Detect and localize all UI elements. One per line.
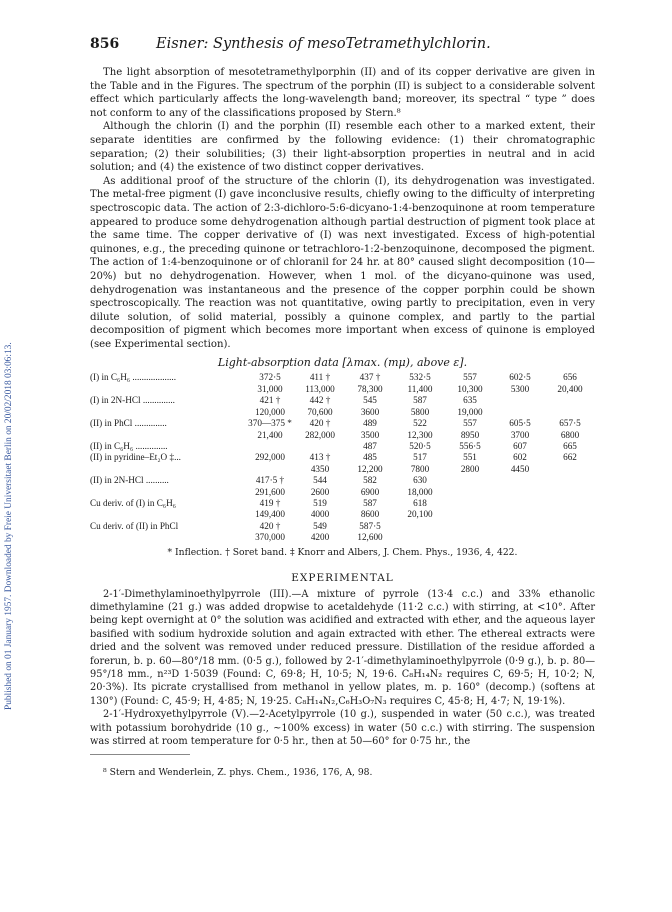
lambda-value: 630 bbox=[413, 475, 427, 486]
epsilon-value: 149,400 bbox=[255, 509, 285, 520]
cell bbox=[495, 498, 545, 521]
footnote: ⁸ Stern and Wenderlein, Z. phys. Chem., 1936, 176, A, 98. bbox=[103, 767, 373, 779]
download-notice-sidebar bbox=[2, 150, 18, 710]
epsilon-value: 113,000 bbox=[305, 383, 335, 394]
cell bbox=[395, 418, 445, 441]
epsilon-value: 2800 bbox=[460, 463, 480, 474]
lambda-value: 519 bbox=[313, 497, 327, 508]
cell bbox=[445, 395, 495, 418]
lambda-value: 545 bbox=[363, 395, 377, 406]
lambda-value: 411 † bbox=[309, 372, 331, 383]
cell bbox=[345, 521, 395, 544]
lambda-value: 442 † bbox=[309, 395, 331, 406]
epsilon-value: 12,300 bbox=[407, 429, 433, 440]
epsilon-value: 78,300 bbox=[357, 383, 383, 394]
table-row bbox=[90, 441, 595, 452]
table-row bbox=[90, 372, 595, 395]
cell bbox=[345, 452, 395, 475]
running-title: Eisner: Synthesis of mesoTetramethylchlorin. bbox=[156, 36, 491, 52]
cell bbox=[545, 521, 595, 544]
table-row bbox=[90, 521, 595, 544]
epsilon-value: 282,000 bbox=[305, 429, 335, 440]
cell bbox=[245, 418, 295, 441]
lambda-value: 557 bbox=[463, 372, 477, 383]
lambda-value: 419 † bbox=[259, 497, 281, 508]
cell bbox=[495, 452, 545, 475]
cell bbox=[245, 372, 295, 395]
epsilon-value: 20,400 bbox=[557, 383, 583, 394]
cell bbox=[345, 441, 395, 452]
epsilon-value: 11,400 bbox=[407, 383, 433, 394]
lambda-value: 657·5 bbox=[559, 418, 581, 429]
lambda-value: 370—375 * bbox=[248, 418, 292, 429]
cell bbox=[445, 475, 495, 498]
cell bbox=[445, 521, 495, 544]
lambda-value: 665 bbox=[563, 440, 577, 451]
epsilon-value: 19,000 bbox=[457, 406, 483, 417]
footnote-rule bbox=[90, 754, 190, 755]
cell bbox=[345, 395, 395, 418]
body-paragraph-3: As additional proof of the structure of the chlorin (I), its dehydrogenation was investigated. The metal-free pigment (I) gave inconclusive results, chiefly owing to the difficulty of interpreting spectroscopic data. The action of 2:3-dichloro-5:6-dicyano-1:4-benzoquinone at room temperature appeared to produce some dehydrogenation although partial destruction of pigment took place at the same time. The copper derivative of (I) was next investigated. Excess of high-potential quinones, e.g., the preceding quinone or tetrachloro-1:2-benzoquinone, decomposed the pigment. The action of 1:4-benzoquinone or of chloranil for 24 hr. at 80° caused slight decomposition (10—20%) but no dehydrogenation. However, when 1 mol. of the dicyano-quinone was used, dehydrogenation was instantaneous and the presence of the copper porphin could be shown spectroscopically. The reaction was not quantitative, owing partly to precipitation, even in very dilute solution, of solid material, possibly a quinone complex, and partly to the partial decomposition of pigment which becomes more important when excess of quinone is employed (see Experimental section). bbox=[90, 175, 595, 350]
body-paragraph-2: Although the chlorin (I) and the porphin (II) resemble each other to a marked extent, their separate identities are confirmed by the following evidence: (1) their chromatographic separation; (2) their solubilities; (3) their light-absorption properties in neutral and in acid solution; and (4) the existence of two distinct copper derivatives. bbox=[90, 121, 595, 174]
cell bbox=[345, 418, 395, 441]
row-label: Cu deriv. of (I) in C₆H₆ bbox=[90, 497, 176, 508]
row-label: (I) in C₆H₆ ................... bbox=[90, 372, 177, 383]
cell bbox=[245, 498, 295, 521]
table-row bbox=[90, 418, 595, 441]
lambda-value: 587 bbox=[363, 497, 377, 508]
cell bbox=[395, 395, 445, 418]
cell bbox=[445, 498, 495, 521]
page-header bbox=[90, 36, 595, 52]
table-row bbox=[90, 475, 595, 498]
lambda-value: 520·5 bbox=[409, 440, 431, 451]
lambda-value: 662 bbox=[563, 452, 577, 463]
epsilon-value: 4200 bbox=[310, 532, 330, 543]
epsilon-value: 7800 bbox=[410, 463, 430, 474]
cell bbox=[395, 475, 445, 498]
row-label: (II) in C₆H₆ .............. bbox=[90, 440, 168, 451]
table-row bbox=[90, 395, 595, 418]
cell bbox=[545, 441, 595, 452]
lambda-value: 437 † bbox=[359, 372, 381, 383]
download-notice-text: Published on 01 January 1957. Downloaded by Freie Universitaet Berlin on 20/02/2018 03:06:13. bbox=[4, 342, 14, 710]
cell bbox=[395, 441, 445, 452]
epsilon-value: 18,000 bbox=[407, 486, 433, 497]
epsilon-value: 5300 bbox=[510, 383, 530, 394]
cell bbox=[545, 418, 595, 441]
table-row bbox=[90, 452, 595, 475]
cell bbox=[545, 498, 595, 521]
lambda-value: 549 bbox=[313, 520, 327, 531]
epsilon-value: 12,600 bbox=[357, 532, 383, 543]
lambda-value: 522 bbox=[413, 418, 427, 429]
table-footnote: * Inflection. † Soret band. ‡ Knorr and Albers, J. Chem. Phys., 1936, 4, 422. bbox=[167, 546, 518, 558]
epsilon-value: 6900 bbox=[360, 486, 380, 497]
page-number: 856 bbox=[90, 36, 120, 52]
lambda-value: 485 bbox=[363, 452, 377, 463]
paper-page bbox=[90, 36, 595, 778]
cell bbox=[495, 475, 545, 498]
row-label: Cu deriv. of (II) in PhCl bbox=[90, 520, 179, 531]
table-row bbox=[90, 498, 595, 521]
row-label: (I) in 2N-HCl .............. bbox=[90, 395, 175, 406]
section-heading: EXPERIMENTAL bbox=[291, 571, 394, 584]
epsilon-value: 5800 bbox=[410, 406, 430, 417]
lambda-value: 551 bbox=[463, 452, 477, 463]
lambda-value: 417·5 † bbox=[255, 475, 285, 486]
lambda-value: 556·5 bbox=[459, 440, 481, 451]
cell bbox=[295, 475, 345, 498]
epsilon-value: 4350 bbox=[310, 463, 330, 474]
cell bbox=[295, 521, 345, 544]
epsilon-value: 12,200 bbox=[357, 463, 383, 474]
epsilon-value: 4000 bbox=[310, 509, 330, 520]
lambda-value: 602·5 bbox=[509, 372, 531, 383]
cell bbox=[545, 372, 595, 395]
cell bbox=[495, 441, 545, 452]
epsilon-value: 292,000 bbox=[255, 452, 285, 463]
lambda-value: 618 bbox=[413, 497, 427, 508]
lambda-value: 587 bbox=[413, 395, 427, 406]
epsilon-value: 291,600 bbox=[255, 486, 285, 497]
lambda-value: 372·5 bbox=[259, 372, 281, 383]
row-label: (II) in 2N-HCl .......... bbox=[90, 475, 169, 486]
lambda-value: 487 bbox=[363, 440, 377, 451]
lambda-value: 557 bbox=[463, 418, 477, 429]
experimental-paragraph-1: 2-1′-Dimethylaminoethylpyrrole (III).—A mixture of pyrrole (13·4 c.c.) and 33% ethanolic dimethylamine (21 g.) was added dropwise to acetaldehyde (11·2 c.c.) with stirring, at <10°. After being kept overnight at 0° the solution was acidified and extracted with ether, and the aqueous layer basified with sodium hydroxide solution and again extracted with ether. The ethereal extracts were dried and the solvent was removed under reduced pressure. Distillation of the residue afforded a forerun, b. p. 60—80°/18 mm. (0·5 g.), followed by 2-1′-dimethylaminoethylpyrrole (0·9 g.), b. p. 80—95°/18 mm., n²³D 1·5039 (Found: C, 69·8; H, 10·5; N, 19·6. C₈H₁₄N₂ requires C, 69·5; H, 10·2; N, 20·3%). Its picrate crystallised from methanol in yellow plates, m. p. 160° (decomp.) (softens at 130°) (Found: C, 45·9; H, 4·85; N, 19·25. C₈H₁₄N₂,C₆H₃O₇N₃ requires C, 45·8; H, 4·7; N, 19·1%). bbox=[90, 588, 595, 707]
epsilon-value: 10,300 bbox=[457, 383, 483, 394]
cell bbox=[295, 441, 345, 452]
cell bbox=[445, 452, 495, 475]
epsilon-value: 21,400 bbox=[257, 429, 283, 440]
lambda-value: 656 bbox=[563, 372, 577, 383]
row-label: (II) in PhCl .............. bbox=[90, 418, 167, 429]
cell bbox=[495, 395, 545, 418]
lambda-value: 635 bbox=[463, 395, 477, 406]
epsilon-value: 3600 bbox=[360, 406, 380, 417]
cell bbox=[445, 372, 495, 395]
epsilon-value: 4450 bbox=[510, 463, 530, 474]
cell bbox=[545, 475, 595, 498]
epsilon-value: 20,100 bbox=[407, 509, 433, 520]
epsilon-value: 2600 bbox=[310, 486, 330, 497]
cell bbox=[245, 475, 295, 498]
cell bbox=[345, 475, 395, 498]
cell bbox=[395, 452, 445, 475]
light-absorption-table bbox=[90, 372, 595, 543]
cell bbox=[495, 521, 545, 544]
lambda-value: 420 † bbox=[309, 418, 331, 429]
epsilon-value: 6800 bbox=[560, 429, 580, 440]
lambda-value: 544 bbox=[313, 475, 327, 486]
lambda-value: 532·5 bbox=[409, 372, 431, 383]
row-label: (II) in pyridine–Et₂O ‡... bbox=[90, 452, 181, 463]
lambda-value: 602 bbox=[513, 452, 527, 463]
cell bbox=[445, 441, 495, 452]
lambda-value: 582 bbox=[363, 475, 377, 486]
experimental-paragraph-2: 2-1′-Hydroxyethylpyrrole (V).—2-Acetylpyrrole (10 g.), suspended in water (50 c.c.), was treated with potassium borohydride (10 g., ~100% excess) in water (50 c.c.) with stirring. The suspension was stirred at room temperature for 0·5 hr., then at 50—60° for 0·75 hr., the bbox=[90, 709, 595, 748]
lambda-value: 413 † bbox=[309, 452, 331, 463]
cell bbox=[295, 452, 345, 475]
epsilon-value: 8950 bbox=[460, 429, 480, 440]
lambda-value: 587·5 bbox=[359, 520, 381, 531]
cell bbox=[245, 521, 295, 544]
cell bbox=[545, 395, 595, 418]
cell bbox=[345, 372, 395, 395]
cell bbox=[295, 372, 345, 395]
cell bbox=[295, 395, 345, 418]
cell bbox=[495, 418, 545, 441]
cell bbox=[295, 418, 345, 441]
cell bbox=[445, 418, 495, 441]
epsilon-value: 3700 bbox=[510, 429, 530, 440]
cell bbox=[395, 498, 445, 521]
cell bbox=[345, 498, 395, 521]
epsilon-value: 8600 bbox=[360, 509, 380, 520]
cell bbox=[245, 452, 295, 475]
lambda-value: 420 † bbox=[259, 520, 281, 531]
table-title: Light-absorption data [λmax. (mμ), above ε]. bbox=[217, 356, 468, 370]
epsilon-value: 3500 bbox=[360, 429, 380, 440]
epsilon-value: 70,600 bbox=[307, 406, 333, 417]
epsilon-value: 31,000 bbox=[257, 383, 283, 394]
cell bbox=[395, 521, 445, 544]
epsilon-value: 370,000 bbox=[255, 532, 285, 543]
lambda-value: 605·5 bbox=[509, 418, 531, 429]
lambda-value: 421 † bbox=[259, 395, 281, 406]
cell bbox=[245, 395, 295, 418]
lambda-value: 489 bbox=[363, 418, 377, 429]
cell bbox=[495, 372, 545, 395]
body-paragraph-1: The light absorption of mesotetramethylporphin (II) and of its copper derivative are given in the Table and in the Figures. The spectrum of the porphin (II) is subject to a considerable solvent effect which particularly affects the long-wavelength band; moreover, its spectral “ type ” does not conform to any of the classifications proposed by Stern.⁸ bbox=[90, 67, 595, 119]
cell bbox=[245, 441, 295, 452]
lambda-value: 607 bbox=[513, 440, 527, 451]
cell bbox=[395, 372, 445, 395]
cell bbox=[545, 452, 595, 475]
epsilon-value: 120,000 bbox=[255, 406, 285, 417]
lambda-value: 517 bbox=[413, 452, 427, 463]
cell bbox=[295, 498, 345, 521]
